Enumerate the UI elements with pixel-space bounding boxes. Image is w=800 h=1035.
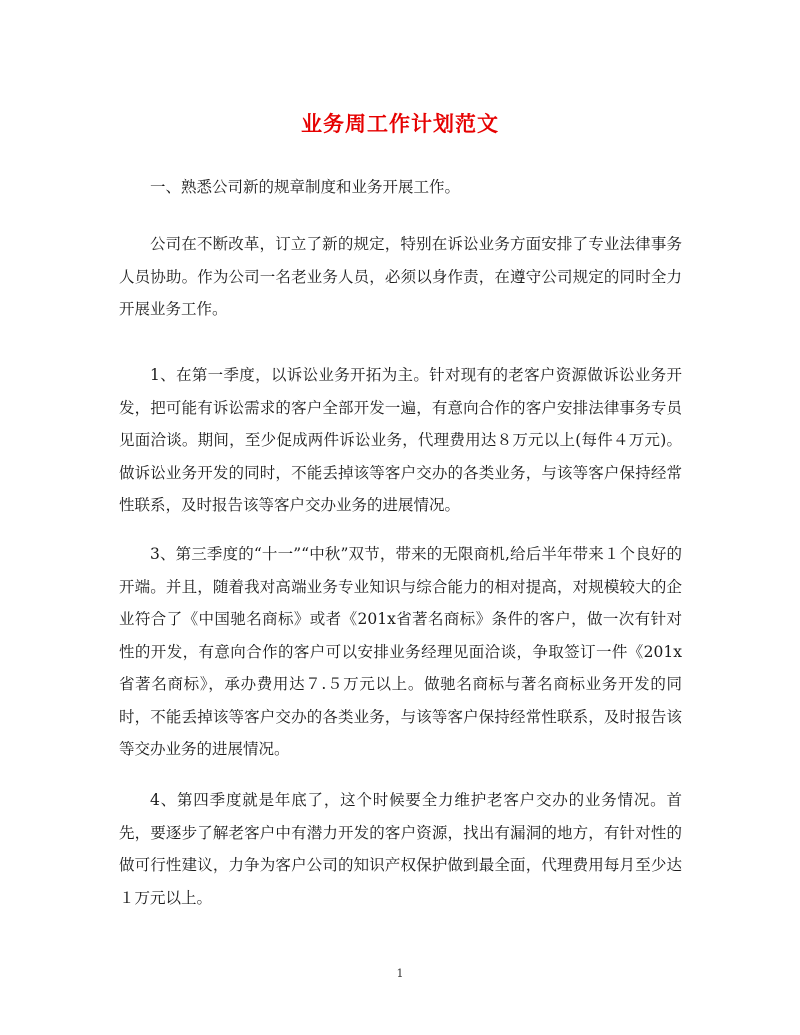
intro-paragraph: 公司在不断改革，订立了新的规定，特别在诉讼业务方面安排了专业法律事务人员协助。作为公司一名老业务人员，必须以身作责，在遵守公司规定的同时全力开展业务工作。 — [119, 235, 682, 318]
first-quarter-paragraph: 1、在第一季度，以诉讼业务开拓为主。针对现有的老客户资源做诉讼业务开发，把可能有诉讼需求的客户全部开发一遍，有意向合作的客户安排法律事务专员见面洽谈。期间，至少促成两件诉讼业务，代理费用达８万元以上(每件４万元)。做诉讼业务开发的同时，不能丢掉该等客户交办的各类业务，与该等客户保持经常性联系，及时报告该等客户交办业务的进展情况。 — [119, 366, 682, 514]
page-number: 1 — [396, 967, 404, 980]
section-heading-paragraph: 一、熟悉公司新的规章制度和业务开展工作。 — [150, 178, 461, 196]
document-title: 业务周工作计划范文 — [301, 111, 499, 136]
fourth-quarter-paragraph: 4、第四季度就是年底了，这个时候要全力维护老客户交办的业务情况。首先，要逐步了解老客户中有潜力开发的客户资源，找出有漏洞的地方，有针对性的做可行性建议，力争为客户公司的知识产权保护做到最全面，代理费用每月至少达１万元以上。 — [119, 791, 682, 907]
third-quarter-paragraph: 3、第三季度的“十一”“中秋”双节，带来的无限商机,给后半年带来１个良好的开端。并且，随着我对高端业务专业知识与综合能力的相对提高，对规模较大的企业符合了《中国驰名商标》或者《201x省著名商标》条件的客户，做一次有针对性的开发，有意向合作的客户可以安排业务经理见面洽谈，争取签订一件《201x省著名商标》，承办费用达７.５万元以上。做驰名商标与著名商标业务开发的同时，不能丢掉该等客户交办的各类业务，与该等客户保持经常性联系，及时报告该等交办业务的进展情况。 — [119, 545, 682, 758]
